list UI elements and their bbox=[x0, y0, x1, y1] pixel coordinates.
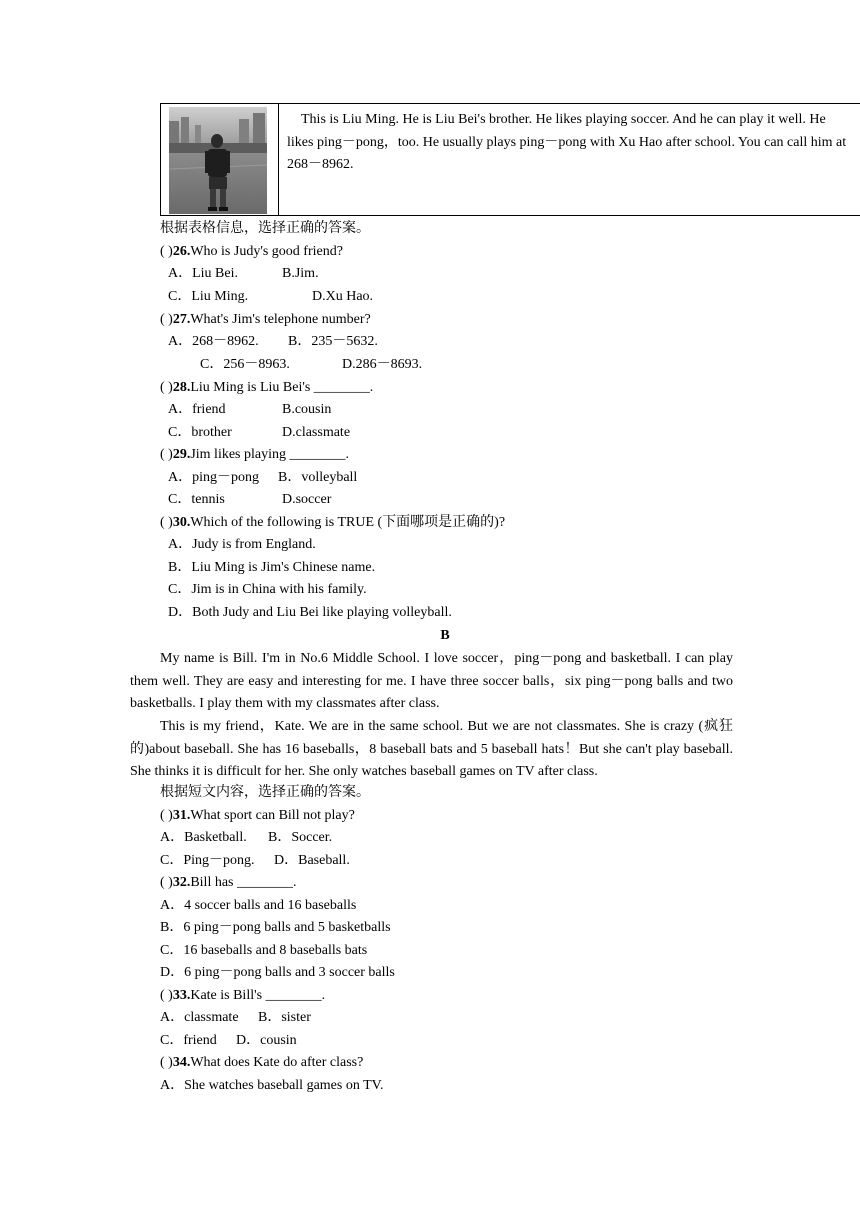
option-b: B.Jim. bbox=[282, 266, 319, 281]
question-32 bbox=[160, 873, 297, 893]
option-b: B．Liu Ming is Jim's Chinese name. bbox=[168, 560, 376, 575]
description-line-2: likes ping－pong，too. He usually plays ping－pong with Xu Hao after school. You can call him at bbox=[287, 134, 847, 150]
option-a: A．Judy is from England. bbox=[168, 537, 316, 552]
option-d: D．6 ping－pong balls and 3 soccer balls bbox=[160, 965, 395, 980]
option-c: C．Jim is in China with his family. bbox=[168, 582, 367, 597]
option-c: C．brother bbox=[168, 425, 232, 440]
paragraph-text: This is my friend，Kate. We are in the same school. But we are not classmates. She is crazy (疯狂的)about baseball. She has 16 baseballs，8 baseball bats and 5 baseball hats！But she can't play baseball. She thinks it is difficult for her. She only watches baseball games on TV after class. bbox=[130, 719, 733, 779]
option-b: B．Soccer. bbox=[268, 830, 333, 845]
question-number: 33. bbox=[172, 988, 191, 1003]
photo-cell bbox=[161, 104, 279, 215]
question-text: Kate is Bill's ________. bbox=[190, 988, 326, 1003]
option-d: D．cousin bbox=[236, 1033, 297, 1048]
answer-paren: ( ) bbox=[160, 447, 173, 462]
option-d: D．Baseball. bbox=[274, 853, 350, 868]
question-number: 32. bbox=[172, 875, 191, 890]
question-number: 29. bbox=[172, 447, 191, 462]
option-a: A．ping－pong bbox=[168, 470, 259, 485]
passage-paragraph-1 bbox=[130, 648, 733, 716]
question-text: Who is Judy's good friend? bbox=[190, 244, 343, 259]
question-28 bbox=[160, 378, 373, 398]
option-d: D.Xu Hao. bbox=[312, 289, 374, 304]
option-b: B．volleyball bbox=[278, 470, 358, 485]
answer-paren: ( ) bbox=[160, 312, 173, 327]
question-text: Liu Ming is Liu Bei's ________. bbox=[190, 380, 374, 395]
question-text: What sport can Bill not play? bbox=[190, 808, 355, 823]
option-a: A．268－8962. bbox=[168, 334, 259, 349]
option-c: C．Liu Ming. bbox=[168, 289, 249, 304]
passage-paragraph-2 bbox=[130, 716, 733, 784]
section-heading: B bbox=[440, 628, 450, 643]
question-number: 30. bbox=[172, 515, 191, 530]
answer-paren: ( ) bbox=[160, 808, 173, 823]
option-a: A．Basketball. bbox=[160, 830, 247, 845]
option-b: B.cousin bbox=[282, 402, 332, 417]
option-c: C．16 baseballs and 8 baseballs bats bbox=[160, 943, 368, 958]
instruction-a: 根据表格信息，选择正确的答案。 bbox=[160, 221, 370, 236]
instruction-b: 根据短文内容，选择正确的答案。 bbox=[160, 785, 370, 800]
question-29 bbox=[160, 445, 349, 465]
option-b: B．sister bbox=[258, 1010, 311, 1025]
option-c: C．Ping－pong. bbox=[160, 853, 255, 868]
option-c: C．friend bbox=[160, 1033, 217, 1048]
option-d: D．Both Judy and Liu Bei like playing volleyball. bbox=[168, 605, 452, 620]
option-a: A．friend bbox=[168, 402, 226, 417]
option-d: D.classmate bbox=[282, 425, 351, 440]
option-a: A．4 soccer balls and 16 baseballs bbox=[160, 898, 357, 913]
option-c: C．tennis bbox=[168, 492, 225, 507]
question-text: What does Kate do after class? bbox=[190, 1055, 364, 1070]
question-30 bbox=[160, 513, 505, 533]
question-number: 28. bbox=[172, 380, 191, 395]
option-d: D.soccer bbox=[282, 492, 332, 507]
question-text: Which of the following is TRUE (下面哪项是正确的)? bbox=[190, 515, 506, 530]
question-number: 31. bbox=[172, 808, 191, 823]
description-line-3: 268－8962. bbox=[287, 157, 354, 172]
question-33 bbox=[160, 986, 325, 1006]
paragraph-text: My name is Bill. I'm in No.6 Middle School. I love soccer，ping－pong and basketball. I can play them well. They are easy and interesting for me. I have three soccer balls，six ping－pong balls and two basketballs. I play them with my classmates after class. bbox=[130, 651, 733, 711]
option-c: C．256－8963. bbox=[200, 357, 290, 372]
question-27 bbox=[160, 310, 371, 330]
option-a: A．She watches baseball games on TV. bbox=[160, 1078, 384, 1093]
option-a: A．classmate bbox=[160, 1010, 239, 1025]
answer-paren: ( ) bbox=[160, 244, 173, 259]
option-b: B．235－5632. bbox=[288, 334, 378, 349]
answer-paren: ( ) bbox=[160, 380, 173, 395]
answer-paren: ( ) bbox=[160, 988, 173, 1003]
question-text: Jim likes playing ________. bbox=[190, 447, 349, 462]
answer-paren: ( ) bbox=[160, 515, 173, 530]
description-text bbox=[287, 109, 860, 177]
option-a: A．Liu Bei. bbox=[168, 266, 238, 281]
question-text: What's Jim's telephone number? bbox=[190, 312, 371, 327]
info-table bbox=[160, 103, 860, 216]
question-text: Bill has ________. bbox=[190, 875, 297, 890]
answer-paren: ( ) bbox=[160, 875, 173, 890]
question-number: 34. bbox=[172, 1055, 191, 1070]
question-31 bbox=[160, 806, 355, 826]
description-line-1: This is Liu Ming. He is Liu Bei's brother. He likes playing soccer. And he can play it well. He bbox=[301, 112, 826, 127]
question-34 bbox=[160, 1053, 363, 1073]
option-d: D.286－8693. bbox=[342, 357, 423, 372]
boy-photo bbox=[169, 107, 267, 214]
question-26 bbox=[160, 242, 343, 262]
question-number: 26. bbox=[172, 244, 191, 259]
question-number: 27. bbox=[172, 312, 191, 327]
option-b: B．6 ping－pong balls and 5 basketballs bbox=[160, 920, 391, 935]
answer-paren: ( ) bbox=[160, 1055, 173, 1070]
